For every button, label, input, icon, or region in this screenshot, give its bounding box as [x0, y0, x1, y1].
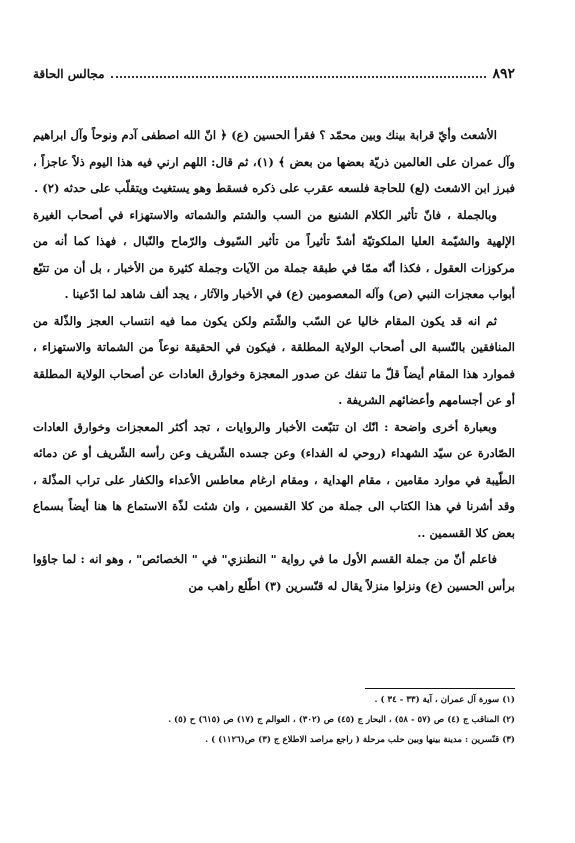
running-header — [33, 66, 515, 82]
paragraph: الأشعث وأيّ قرابة بينك وبين محمّد ؟ فقرأ الحسين (ع) ﴿ انّ الله اصطفى آدم ونوحاً وآل ابراهيم وآل عمران على العالمين ذريّة بعضها من بعض ﴾ (١)، ثم قال: اللهم ارني فيه هذا اليوم ذلاً عاجزاً ، فبرز ابن الاشعث (لع) للحاجة فلسعه عقرب على ذكره فسقط وهو يستغيث ويتقلّب على حدثه (٢) . — [33, 128, 515, 195]
footnote: (٣) قنّسرين : مدينة بينها وبين حلب مرحلة ( راجع مراصد الاطلاع ج (٣) ص(١١٢٦) ) . — [205, 735, 515, 745]
paragraph: فاعلم أنّ من جملة القسم الأول ما في رواية " النطنزي" في " الخصائص" ، وهو انه : لما جاؤوا برأس الحسين (ع) ونزلوا منزلاً يقال له قنّسرين (٣) اطّلع راهب من — [33, 552, 515, 593]
page-number: ٨٩٢ — [492, 66, 515, 82]
main-text — [33, 122, 515, 599]
paragraph: وبعبارة أخرى واضحة : انّك ان تتبّعت الأخبار والروايات ، تجد أكثر المعجزات وخوارق العادات الصّادرة عن سيّد الشهداء (روحي له الفداء) وعن جسده الشّريف وعن رأسه الشّريف أو عن دمائه الطّيبة في موارد مقامين ، مقام الهداية ، ومقام ارغام معاطس الأعداء والكفار على تراب المذّلة ، وقد أشرنا في هذا الكتاب الى جملة من كلا القسمين ، وان شئت لذّة الاستماع ها هنا أيضاً بسماع بعض كلا القسمين .. — [33, 419, 515, 540]
header-leader-dots — [111, 76, 487, 78]
footnotes — [33, 690, 515, 750]
chapter-title: مجالس الحاقة — [33, 67, 105, 81]
footnote: (٢) المناقب ج (٤) ص (٥٧ - ٥٨) ، البحار ج (٤٥) ص (٣٠٢) ، العوالم ج (١٧) ص (٦١٥) ح (٥) . — [168, 715, 515, 725]
footnote-divider — [365, 688, 515, 689]
paragraph: ثم انه قد يكون المقام خاليا عن السّب والشّتم ولكن يكون مما فيه انتساب العجز والذّلة من المنافقين بالنّسبة الى أصحاب الولاية المطلقة ، فيكون في الحقيقة نوعاً من الشماتة والاستهزاء ، فموارد هذا المقام أيضاً قلّ ما تنفك عن صدور المعجزة وخوارق العادات عن أصحاب الولاية المطلقة أو عن أجسامهم وأعضائهم الشريفة . — [33, 313, 515, 407]
paragraph: وبالجملة ، فانّ تأثير الكلام الشنيع من السب والشتم والشماته والاستهزاء في أصحاب الغيرة الإلهية والشيّمة العليا الملكوتيّة أشدّ تأثيراً من تأثير السّيوف والرّماح والنّبال ، فهذا كما أنه من مركوزات العقول ، فكذا أنّه ممّا في طبقة جملة من الآيات وجملة كثيرة من الأخبار ، بل أن من تتبّع أبواب معجزات النبي (ص) وآله المعصومين (ع) في الأخبار والآثار ، يجد ألف شاهد لما ادّعينا . — [33, 207, 515, 301]
footnote: (١) سورة آل عمران ، آية (٣٣ - ٣٤ ) . — [374, 695, 515, 705]
